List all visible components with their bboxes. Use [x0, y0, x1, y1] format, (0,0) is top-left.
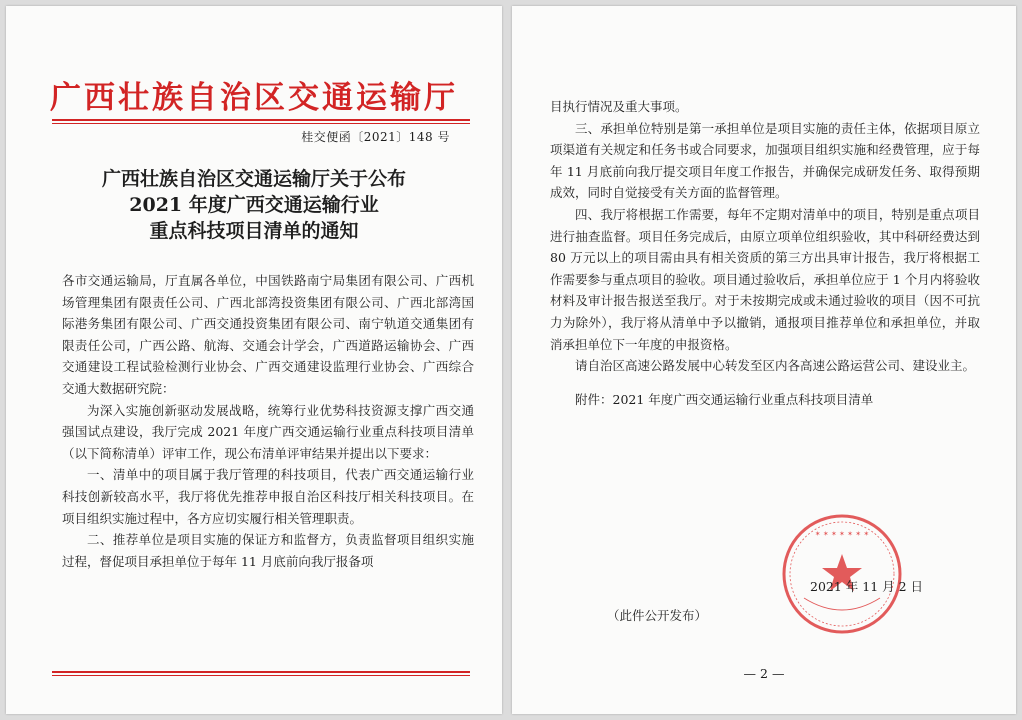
title-line-2: 2021 年度广西交通运输行业 — [129, 194, 379, 216]
right-body — [550, 96, 980, 410]
right-page — [512, 6, 1016, 714]
paragraph-3: 三、承担单位特别是第一承担单位是项目实施的责任主体，依据项目原立项渠道有关规定和任务书或合同要求，加强项目组织实施和经费管理，应于每年 11 月底前向我厅提交项目年度工作报告，并确保完成研发任务、取得预期成效，同时自觉接受有关方面的监督管理。 — [550, 120, 980, 201]
page-number: — 2 — — [743, 666, 785, 681]
left-body — [62, 270, 474, 572]
red-rule-top-thin — [52, 123, 470, 124]
issue-date: 2021 年 11 月 2 日 — [810, 579, 924, 594]
red-rule-bottom-thin — [52, 675, 470, 676]
svg-text:✶ ✶ ✶ ✶ ✶ ✶ ✶: ✶ ✶ ✶ ✶ ✶ ✶ ✶ — [814, 530, 870, 538]
paragraph-4: 四、我厅将根据工作需要，每年不定期对清单中的项目，特别是重点项目进行抽查监督。项目任务完成后，由原立项单位组织验收，其中科研经费达到 80 万元以上的项目需由具有相关资质的第三方出具审计报告，我厅将根据工作需要参与重点项目的验收。项目通过验收后，承担单位应于 1 个月内将验收材料及审计报告报送至我厅。对于未按期完成或未通过验收的项目（因不可抗力为除外），我厅将从清单中予以撤销，通报项目推荐单位和承担单位，并取消承担单位下一年度的申报资格。 — [550, 206, 980, 352]
letterhead: 广西壮族自治区交通运输厅 — [50, 80, 458, 116]
red-rule-bottom — [52, 671, 470, 673]
continuation-text: 目执行情况及重大事项。 — [550, 99, 688, 114]
recipients-paragraph: 各市交通运输局，厅直属各单位，中国铁路南宁局集团有限公司、广西机场管理集团有限责任公司、广西北部湾投资集团有限公司、广西北部湾国际港务集团有限公司、广西交通投资集团有限公司、南宁轨道交通集团有限责任公司，广西公路、航海、交通会计学会，广西道路运输协会、广西交通建设工程试验检测行业协会、广西交通建设监理行业协会、广西综合交通大数据研究院： — [62, 273, 474, 396]
document-title — [6, 166, 502, 244]
official-seal-icon — [780, 512, 904, 636]
red-rule-top — [52, 119, 470, 121]
paragraph-5: 请自治区高速公路发展中心转发至区内各高速公路运营公司、建设业主。 — [575, 358, 976, 374]
title-line-1: 广西壮族自治区交通运输厅关于公布 — [101, 168, 406, 190]
intro-paragraph: 为深入实施创新驱动发展战略，统筹行业优势科技资源支撑广西交通强国试点建设，我厅完成 2021 年度广西交通运输行业重点科技项目清单（以下简称清单）评审工作，现公布清单评审结果并提出以下要求： — [62, 402, 474, 461]
document-number: 桂交便函〔2021〕148 号 — [301, 130, 450, 144]
left-page — [6, 6, 502, 714]
paragraph-2: 二、推荐单位是项目实施的保证方和监督方，负责监督项目组织实施过程，督促项目承担单位于每年 11 月底前向我厅报备项 — [62, 532, 474, 569]
public-release-note: （此件公开发布） — [607, 608, 708, 623]
attachment-line: 附件：2021 年度广西交通运输行业重点科技项目清单 — [575, 391, 874, 407]
paragraph-1: 一、清单中的项目属于我厅管理的科技项目，代表广西交通运输行业科技创新较高水平，我厅将优先推荐申报自治区科技厅相关科技项目。在项目组织实施过程中，各方应切实履行相关管理职责。 — [62, 467, 474, 526]
title-line-3: 重点科技项目清单的通知 — [149, 220, 359, 242]
